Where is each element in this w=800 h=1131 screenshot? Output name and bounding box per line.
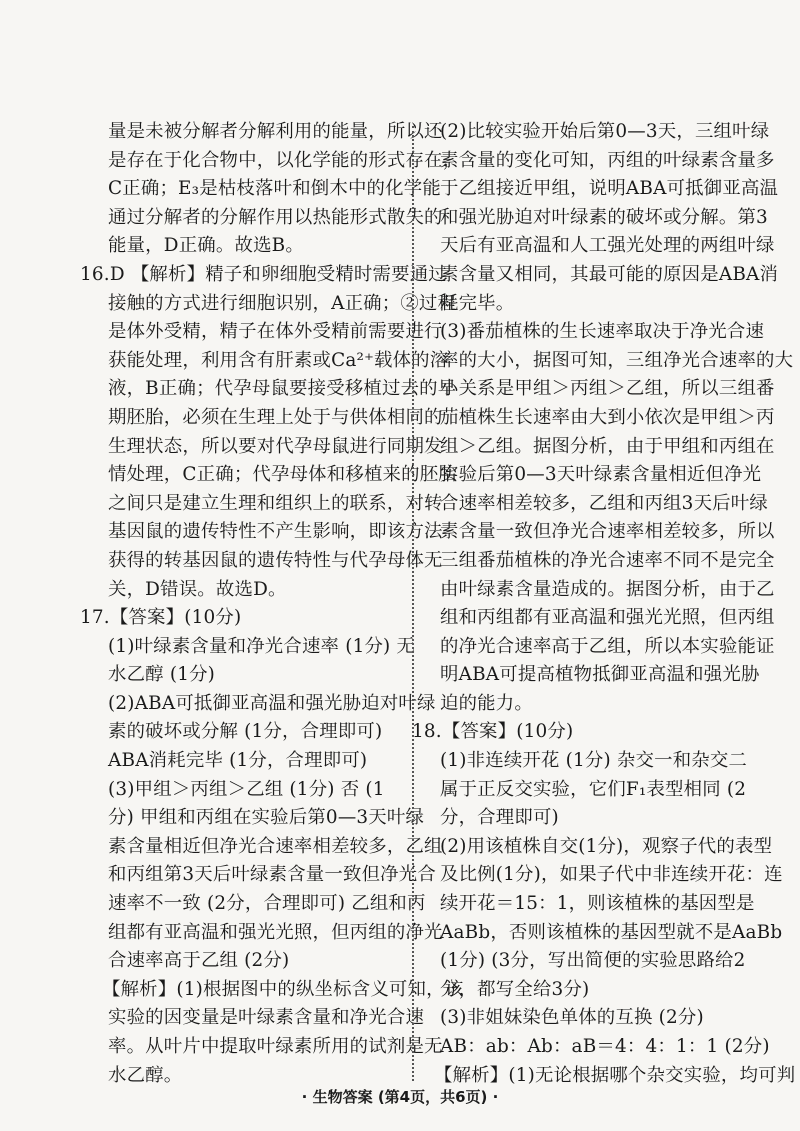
text-line: 接触的方式进行细胞识别，A正确；②过程 (108, 292, 457, 314)
text-line: 获得的转基因鼠的遗传特性与代孕母体无 (108, 549, 443, 571)
text-line: 合速率高于乙组 (2分) (108, 950, 290, 972)
text-line: 于乙组接近甲组，说明ABA可抵御亚高温 (440, 178, 779, 200)
text-line: 18.【答案】(10分) (412, 721, 574, 743)
left-column (80, 118, 464, 1090)
text-line: C正确；E₃是枯枝落叶和倒木中的化学能 (108, 178, 441, 200)
text-line: 【解析】(1)根据图中的纵坐标含义可知，该 (102, 978, 464, 1000)
text-line: 基因鼠的遗传特性不产生影响，即该方法 (108, 521, 443, 543)
text-line: ABA消耗完毕 (1分，合理即可) (108, 750, 368, 772)
text-line: 获能处理，利用含有肝素或Ca²⁺载体的溶 (108, 349, 449, 371)
text-line: 率。从叶片中提取叶绿素所用的试剂是无 (108, 1036, 443, 1057)
text-line: 组和丙组都有亚高温和强光光照，但丙组 (440, 607, 775, 629)
text-line: 小关系是甲组＞丙组＞乙组，所以三组番 (440, 378, 775, 400)
text-line: 之间只是建立生理和组织上的联系，对转 (108, 492, 443, 514)
text-line: 液，B正确；代孕母鼠要接受移植过去的早 (108, 378, 457, 400)
text-line: 组＞乙组。据图分析，由于甲组和丙组在 (440, 435, 775, 457)
text-line: 由叶绿素含量造成的。据图分析，由于乙 (440, 578, 775, 600)
text-line: 合速率相差较多，乙组和丙组3天后叶绿 (440, 492, 768, 514)
text-line: 天后有亚高温和人工强光处理的两组叶绿 (440, 235, 775, 257)
text-line: (1分) (3分，写出简便的实验思路给2 (440, 950, 746, 972)
text-line: 实验的因变量是叶绿素含量和净光合速 (108, 1007, 425, 1029)
text-line: 及比例(1分)，如果子代中非连续开花：连 (440, 864, 783, 886)
text-line: 关，D错误。故选D。 (108, 578, 287, 600)
text-line: 期胚胎，必须在生理上处于与供体相同的 (108, 406, 443, 428)
text-line: 素的破坏或分解 (1分，合理即可) (108, 721, 383, 743)
text-line: (2)ABA可抵御亚高温和强光胁迫对叶绿 (108, 692, 436, 714)
text-line: 和强光胁迫对叶绿素的破坏或分解。第3 (440, 206, 768, 228)
text-line: 水乙醇 (1分) (108, 664, 216, 686)
text-line: 素含量一致但净光合速率相差较多，所以 (440, 521, 775, 543)
text-line: 三组番茄植株的净光合速率不同不是完全 (440, 549, 775, 571)
text-line: 16.D 【解析】精子和卵细胞受精时需要通过 (80, 263, 447, 285)
text-line: 17.【答案】(10分) (80, 607, 242, 629)
text-line: 分，都写全给3分) (440, 978, 590, 1000)
column-divider (412, 126, 414, 1081)
text-line: (2)用该植株自交(1分)，观察子代的表型 (440, 835, 773, 857)
text-line: AaBb，否则该植株的基因型就不是AaBb (440, 921, 783, 943)
text-line: (3)番茄植株的生长速率取决于净光合速 (440, 321, 765, 343)
text-line: 素含量的变化可知，丙组的叶绿素含量多 (440, 149, 775, 171)
text-line: 迫的能力。 (440, 692, 533, 714)
text-line: 【解析】(1)无论根据哪个杂交实验，均可判 (434, 1064, 796, 1086)
text-line: 素含量又相同，其最可能的原因是ABA消 (440, 263, 779, 285)
text-line: 组都有亚高温和强光光照，但丙组的净光 (108, 921, 443, 943)
text-line: 的净光合速率高于乙组，所以本实验能证 (440, 635, 775, 657)
text-line: 分) 甲组和丙组在实验后第0—3天叶绿 (108, 807, 425, 829)
text-line: 量是未被分解者分解利用的能量，所以还 (108, 121, 443, 142)
text-line: 实验后第0—3天叶绿素含量相近但净光 (440, 464, 762, 486)
text-line: 水乙醇。 (108, 1064, 183, 1086)
text-line: 续开花＝15：1，则该植株的基因型是 (440, 893, 755, 915)
text-line: AB：ab：Ab：aB＝4：4：1：1 (2分) (440, 1036, 770, 1057)
text-line: 耗完毕。 (440, 292, 515, 314)
text-line: 是体外受精，精子在体外受精前需要进行 (108, 321, 443, 343)
text-line: 属于正反交实验，它们F₁表型相同 (2 (440, 778, 747, 800)
text-line: 生理状态，所以要对代孕母鼠进行同期发 (108, 435, 443, 457)
text-line: (3)非姐妹染色单体的互换 (2分) (440, 1007, 704, 1029)
text-line: (1)叶绿素含量和净光合速率 (1分) 无 (108, 635, 416, 657)
text-line: 分，合理即可) (440, 807, 559, 829)
text-line: 能量，D正确。故选B。 (108, 235, 304, 257)
page-footer: · 生物答案 (第4页，共6页) · (301, 1088, 499, 1106)
text-line: 通过分解者的分解作用以热能形式散失的 (108, 206, 443, 228)
text-line: 速率不一致 (2分，合理即可) 乙组和丙 (108, 893, 426, 915)
text-line: 素含量相近但净光合速率相差较多，乙组 (108, 835, 443, 857)
text-line: (3)甲组＞丙组＞乙组 (1分) 否 (1 (108, 778, 385, 800)
text-line: 情处理，C正确；代孕母体和移植来的胚胎 (108, 464, 457, 486)
text-line: (1)非连续开花 (1分) 杂交一和杂交二 (440, 750, 748, 772)
text-line: 是存在于化合物中，以化学能的形式存在， (108, 149, 462, 171)
text-line: 明ABA可提高植物抵御亚高温和强光胁 (440, 664, 760, 686)
text-line: 率的大小，据图可知，三组净光合速率的大 (440, 349, 794, 371)
right-column (412, 118, 796, 1090)
text-line: 和丙组第3天后叶绿素含量一致但净光合 (108, 864, 436, 886)
text-line: (2)比较实验开始后第0—3天，三组叶绿 (440, 121, 770, 142)
text-line: 茄植株生长速率由大到小依次是甲组＞丙 (440, 406, 775, 428)
